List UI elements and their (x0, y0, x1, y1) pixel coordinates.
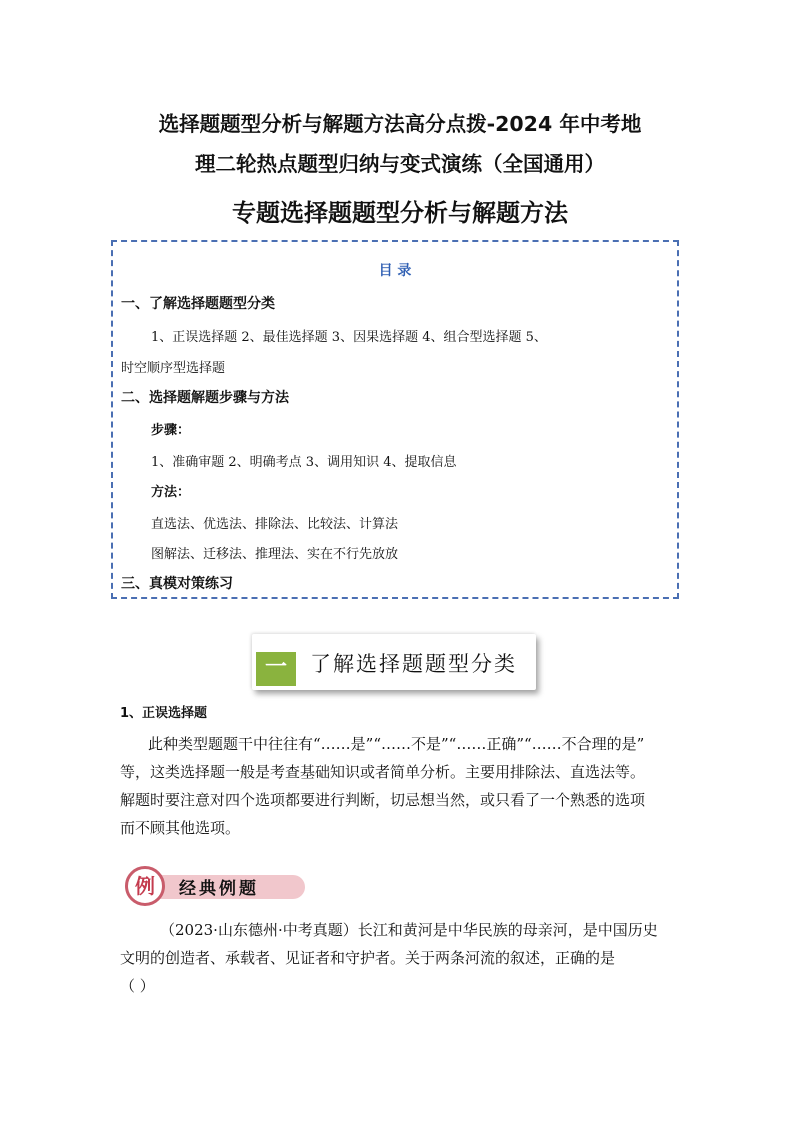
toc-section-3: 三、真模对策练习 (121, 576, 233, 592)
banner-title: 了解选择题题型分类 (310, 652, 517, 676)
table-of-contents (111, 240, 679, 599)
section-paragraph (120, 730, 690, 842)
toc-section-1: 一、了解选择题题型分类 (121, 296, 275, 312)
paragraph-line: 而不顾其他选项。 (120, 819, 241, 837)
toc-section-2: 二、选择题解题步骤与方法 (121, 390, 289, 406)
question-line: （2023·山东德州·中考真题）长江和黄河是中华民族的母亲河，是中国历史 (160, 921, 658, 939)
toc-steps: 1、准确审题 2、明确考点 3、调用知识 4、提取信息 (151, 455, 457, 470)
banner-number: 一 (256, 652, 296, 686)
paragraph-line: 等，这类选择题一般是考查基础知识或者简单分析。主要用排除法、直选法等。 (120, 763, 646, 781)
example-question (120, 916, 690, 1000)
title-line-2: 理二轮热点题型归纳与变式演练（全国通用） (195, 152, 605, 176)
example-badge (125, 866, 305, 906)
toc-methods-line-1: 直选法、优选法、排除法、比较法、计算法 (151, 517, 399, 532)
section-heading: 1、正误选择题 (120, 706, 208, 721)
toc-heading: 目 录 (378, 263, 412, 279)
example-icon: 例 (125, 866, 165, 906)
toc-steps-label: 步骤： (151, 423, 191, 438)
toc-methods-label: 方法： (151, 485, 191, 500)
title-line-1: 选择题题型分析与解题方法高分点拨-2024 年中考地 (158, 112, 642, 136)
document-title (120, 104, 680, 184)
example-badge-label: 经典例题 (179, 879, 259, 899)
document-subtitle: 专题选择题题型分析与解题方法 (232, 199, 568, 227)
toc-section-1-items-cont: 时空顺序型选择题 (121, 361, 226, 376)
section-banner (252, 634, 536, 690)
question-line: 文明的创造者、承载者、见证者和守护者。关于两条河流的叙述，正确的是 (120, 949, 616, 967)
toc-section-1-items: 1、正误选择题 2、最佳选择题 3、因果选择题 4、组合型选择题 5、 (151, 330, 547, 345)
paragraph-line: 此种类型题题干中往往有“……是”“……不是”“……正确”“……不合理的是” (148, 735, 645, 753)
toc-methods-line-2: 图解法、迁移法、推理法、实在不行先放放 (151, 547, 399, 562)
answer-blank: （ ） (120, 977, 155, 995)
paragraph-line: 解题时要注意对四个选项都要进行判断，切忌想当然，或只看了一个熟悉的选项 (120, 791, 646, 809)
